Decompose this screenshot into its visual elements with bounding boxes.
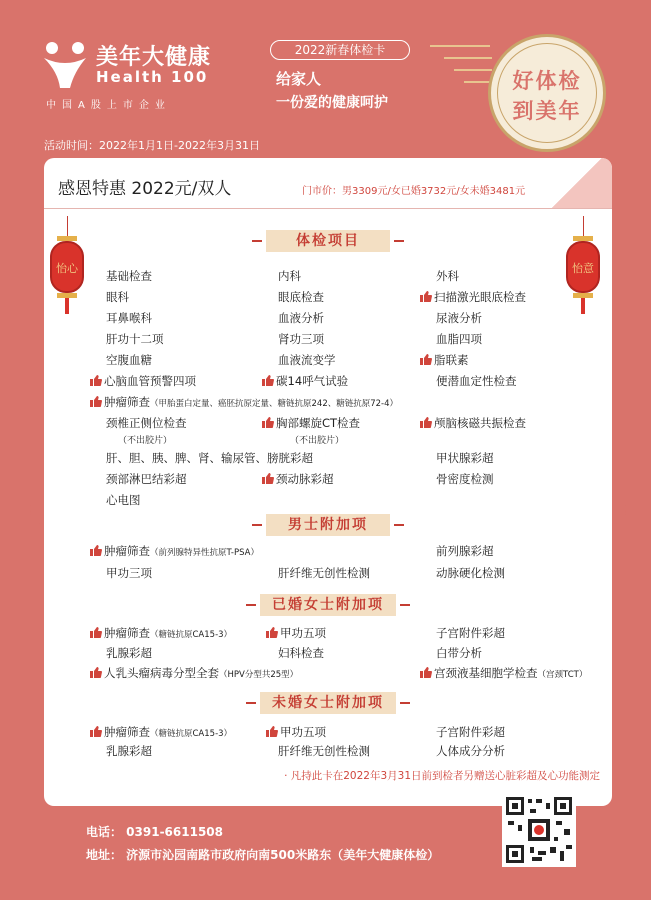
unmarried-item: 肝纤维无创性检测 xyxy=(278,744,370,758)
exam-item: 血液流变学 xyxy=(278,353,336,367)
exam-item: 肾功三项 xyxy=(278,332,324,346)
male-item: 肝纤维无创性检测 xyxy=(278,566,370,580)
offer-headline: 感恩特惠 2022元/双人 xyxy=(58,179,232,199)
exam-item: 血液分析 xyxy=(278,311,324,325)
slogan-line1: 给家人 xyxy=(276,70,322,88)
event-time: 活动时间：2022年1月1日-2022年3月31日 xyxy=(44,139,260,152)
qr-code-icon[interactable] xyxy=(502,793,576,867)
thumbs-up-icon xyxy=(420,291,432,302)
thumbs-up-icon xyxy=(90,627,102,638)
exam-item-highlight: 颈动脉彩超 xyxy=(262,471,334,487)
married-item-highlight: 肿瘤筛查（糖链抗原CA15-3） xyxy=(90,625,232,641)
exam-item: 便潜血定性检查 xyxy=(436,374,517,388)
male-item: 前列腺彩超 xyxy=(436,544,494,558)
section-male: 男士附加项 xyxy=(266,514,390,536)
married-item: 白带分析 xyxy=(436,646,482,660)
exam-item: 甲状腺彩超 xyxy=(436,451,494,465)
married-item-highlight: 甲功五项 xyxy=(266,625,326,641)
brand-logo-icon xyxy=(40,38,90,90)
exam-item-highlight: 肿瘤筛查（甲胎蛋白定量、癌胚抗原定量、糖链抗原242、糖链抗原72-4） xyxy=(90,394,398,410)
exam-item-highlight: 碳14呼气试验 xyxy=(262,373,348,389)
exam-item-highlight: 脂联素 xyxy=(420,352,469,368)
store-price: 门市价：男3309元/女已婚3732元/女未婚3481元 xyxy=(302,186,526,197)
male-item: 动脉硬化检测 xyxy=(436,566,505,580)
exam-item: 心电图 xyxy=(106,493,141,507)
married-item: 妇科检查 xyxy=(278,646,324,660)
thumbs-up-icon xyxy=(90,375,102,386)
offer-panel xyxy=(44,158,612,806)
male-item-highlight: 肿瘤筛查（前列腺特异性抗原T-PSA） xyxy=(90,543,259,559)
married-item: 乳腺彩超 xyxy=(106,646,152,660)
lantern-right xyxy=(566,216,600,314)
married-item-highlight: 人乳头瘤病毒分型全套（HPV分型共25型） xyxy=(90,665,298,681)
exam-item: 骨密度检测 xyxy=(436,472,494,486)
section-married: 已婚女士附加项 xyxy=(260,594,396,616)
footnote: · 凡持此卡在2022年3月31日前到检者另赠送心脏彩超及心功能测定 xyxy=(284,770,600,782)
unmarried-item: 人体成分分析 xyxy=(436,744,505,758)
exam-item-highlight: 心脑血管预警四项 xyxy=(90,373,196,389)
thumbs-up-icon xyxy=(266,627,278,638)
unmarried-item: 子宫附件彩超 xyxy=(436,725,505,739)
promo-seal xyxy=(488,34,606,152)
thumbs-up-icon xyxy=(420,417,432,428)
exam-item: 内科 xyxy=(278,269,301,283)
corner-fold xyxy=(542,158,612,208)
contact-address: 地址： 济源市沁园南路市政府向南500米路东（美年大健康体检） xyxy=(86,848,440,862)
exam-item: 空腹血糖 xyxy=(106,353,152,367)
exam-item: 颈椎正侧位检查 xyxy=(106,416,187,430)
brand-name: 美年大健康 xyxy=(96,45,212,70)
unmarried-item-highlight: 肿瘤筛查（糖链抗原CA15-3） xyxy=(90,724,232,740)
married-item: 子宫附件彩超 xyxy=(436,626,505,640)
thumbs-up-icon xyxy=(262,375,274,386)
section-exam: 体检项目 xyxy=(266,230,390,252)
slogan-line2: 一份爱的健康呵护 xyxy=(276,95,388,111)
exam-item: 肝功十二项 xyxy=(106,332,164,346)
thumbs-up-icon xyxy=(420,667,432,678)
exam-item: 血脂四项 xyxy=(436,332,482,346)
divider xyxy=(44,208,612,209)
thumbs-up-icon xyxy=(262,417,274,428)
lantern-right-text: 怡意 xyxy=(566,241,600,293)
thumbs-up-icon xyxy=(266,726,278,737)
unmarried-item: 乳腺彩超 xyxy=(106,744,152,758)
thumbs-up-icon xyxy=(420,354,432,365)
exam-item: 基础检查 xyxy=(106,269,152,283)
exam-item: 眼底检查 xyxy=(278,290,324,304)
exam-item-highlight: 颅脑核磁共振检查 xyxy=(420,415,526,431)
male-item: 甲功三项 xyxy=(106,566,152,580)
seal-line2: 到美年 xyxy=(512,99,582,123)
exam-item-highlight: 扫描激光眼底检查 xyxy=(420,289,526,305)
exam-item: 肝、胆、胰、脾、肾、输尿管、膀胱彩超 xyxy=(106,451,313,465)
seal-line1: 好体检 xyxy=(512,69,582,93)
exam-item-highlight: 胸部螺旋CT检查 xyxy=(262,415,360,431)
thumbs-up-icon xyxy=(90,667,102,678)
thumbs-up-icon xyxy=(90,396,102,407)
exam-item: 颈部淋巴结彩超 xyxy=(106,472,187,486)
lantern-left-text: 怡心 xyxy=(50,241,84,293)
thumbs-up-icon xyxy=(262,473,274,484)
exam-item: 眼科 xyxy=(106,290,129,304)
exam-item: 耳鼻喉科 xyxy=(106,311,152,325)
exam-item-note: （不出胶片） xyxy=(118,436,173,446)
married-item-highlight: 宫颈液基细胞学检查（宫颈TCT） xyxy=(420,665,587,681)
exam-item: 外科 xyxy=(436,269,459,283)
thumbs-up-icon xyxy=(90,726,102,737)
card-title: 2022新春体检卡 xyxy=(270,40,410,60)
lantern-left xyxy=(50,216,84,314)
brand-tagline: 中国A股上市企业 xyxy=(46,100,171,111)
thumbs-up-icon xyxy=(90,545,102,556)
brand-name-en: Health 100 xyxy=(96,68,209,86)
exam-item-note: （不出胶片） xyxy=(290,436,345,446)
exam-item: 尿液分析 xyxy=(436,311,482,325)
contact-phone: 电话： 0391-6611508 xyxy=(86,825,224,839)
unmarried-item-highlight: 甲功五项 xyxy=(266,724,326,740)
section-unmarried: 未婚女士附加项 xyxy=(260,692,396,714)
